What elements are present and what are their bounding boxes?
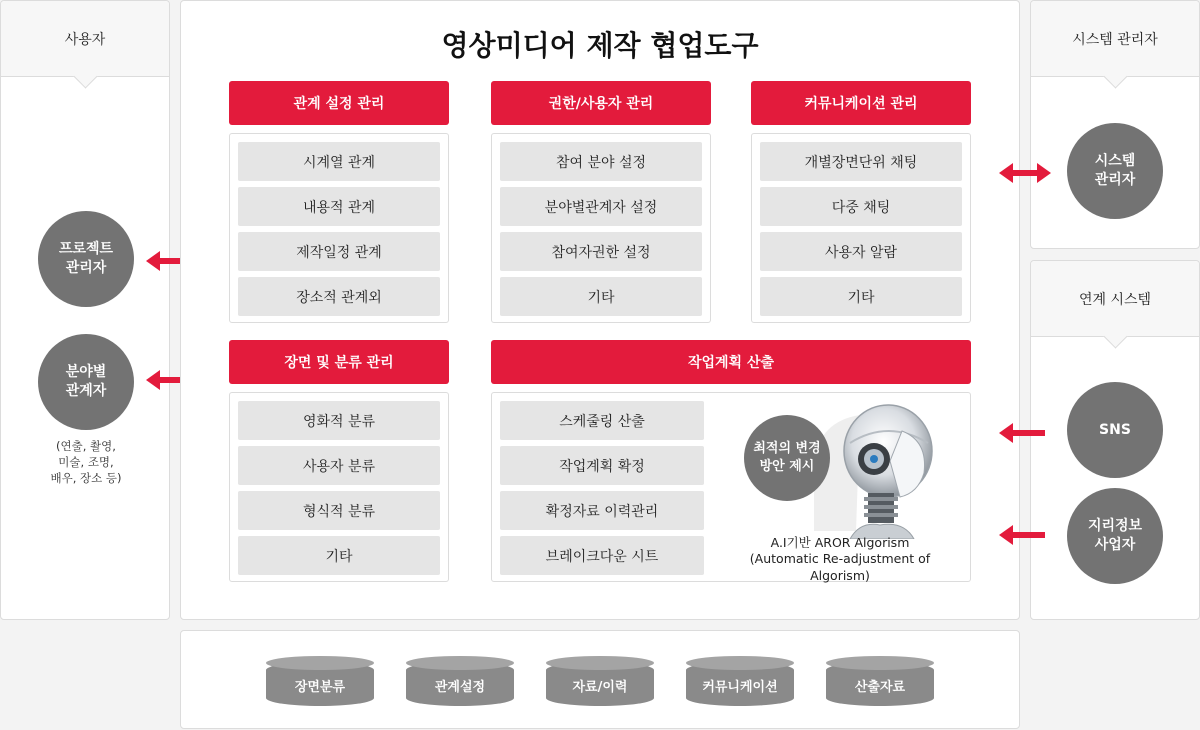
module-item: 다중 채팅 [760, 187, 962, 226]
module-item: 개별장면단위 채팅 [760, 142, 962, 181]
module-scene-box [229, 392, 449, 582]
sysadmin-node: 시스템 관리자 [1067, 123, 1163, 219]
module-permission-box [491, 133, 711, 323]
arrow-left-icon [999, 524, 1045, 546]
module-item: 참여자권한 설정 [500, 232, 702, 271]
database-icon [546, 656, 654, 706]
database-icon [266, 656, 374, 706]
database-icon [686, 656, 794, 706]
user-panel-header: 사용자 [1, 1, 169, 77]
module-item: 형식적 분류 [238, 491, 440, 530]
module-item: 사용자 분류 [238, 446, 440, 485]
geo-provider-node: 지리정보 사업자 [1067, 488, 1163, 584]
sysadmin-panel [1030, 0, 1200, 249]
ai-caption-line-1: A.I기반 AROR Algorism [770, 535, 910, 550]
database-icon [826, 656, 934, 706]
module-item: 영화적 분류 [238, 401, 440, 440]
database-label: 장면분류 [294, 680, 346, 695]
database-label: 산출자료 [854, 680, 906, 695]
database-icon [406, 656, 514, 706]
module-permission-header: 권한/사용자 관리 [491, 81, 711, 125]
module-item: 확정자료 이력관리 [500, 491, 704, 530]
database-label: 관계설정 [434, 680, 486, 695]
field-staff-note: (연출, 촬영, 미술, 조명, 배우, 장소 등) [50, 439, 122, 486]
sns-node: SNS [1067, 382, 1163, 478]
module-item: 기타 [500, 277, 702, 316]
module-communication-box [751, 133, 971, 323]
module-item: 사용자 알람 [760, 232, 962, 271]
module-item: 제작일정 관계 [238, 232, 440, 271]
module-relation-box [229, 133, 449, 323]
module-item: 작업계획 확정 [500, 446, 704, 485]
field-staff-node: 분야별 관계자 [38, 334, 134, 430]
arrow-left-icon [999, 422, 1045, 444]
module-relation-header: 관계 설정 관리 [229, 81, 449, 125]
module-communication-header: 커뮤니케이션 관리 [751, 81, 971, 125]
module-plan-header: 작업계획 산출 [491, 340, 971, 384]
ai-robot-icon [810, 401, 944, 539]
linked-system-panel-header: 연계 시스템 [1031, 261, 1199, 337]
module-item: 스케줄링 산출 [500, 401, 704, 440]
module-item: 분야별관계자 설정 [500, 187, 702, 226]
ai-suggestion-bubble: 최적의 변경 방안 제시 [744, 415, 830, 501]
sysadmin-panel-header: 시스템 관리자 [1031, 1, 1199, 77]
double-arrow-icon [999, 162, 1051, 184]
linked-system-panel [1030, 260, 1200, 620]
database-label: 커뮤니케이션 [702, 680, 778, 695]
module-item: 기타 [238, 536, 440, 575]
ai-caption-line-2: (Automatic Re-adjustment of Algorism) [749, 551, 931, 583]
module-item: 브레이크다운 시트 [500, 536, 704, 575]
diagram-title: 영상미디어 제작 협업도구 [441, 29, 759, 62]
project-manager-node: 프로젝트 관리자 [38, 211, 134, 307]
module-scene-header: 장면 및 분류 관리 [229, 340, 449, 384]
user-panel [0, 0, 170, 620]
ai-caption [720, 535, 960, 584]
module-item: 시계열 관계 [238, 142, 440, 181]
database-label: 자료/이력 [572, 680, 628, 695]
module-item: 참여 분야 설정 [500, 142, 702, 181]
module-item: 장소적 관계외 [238, 277, 440, 316]
module-item: 기타 [760, 277, 962, 316]
module-plan-box [491, 392, 971, 582]
module-item: 내용적 관계 [238, 187, 440, 226]
